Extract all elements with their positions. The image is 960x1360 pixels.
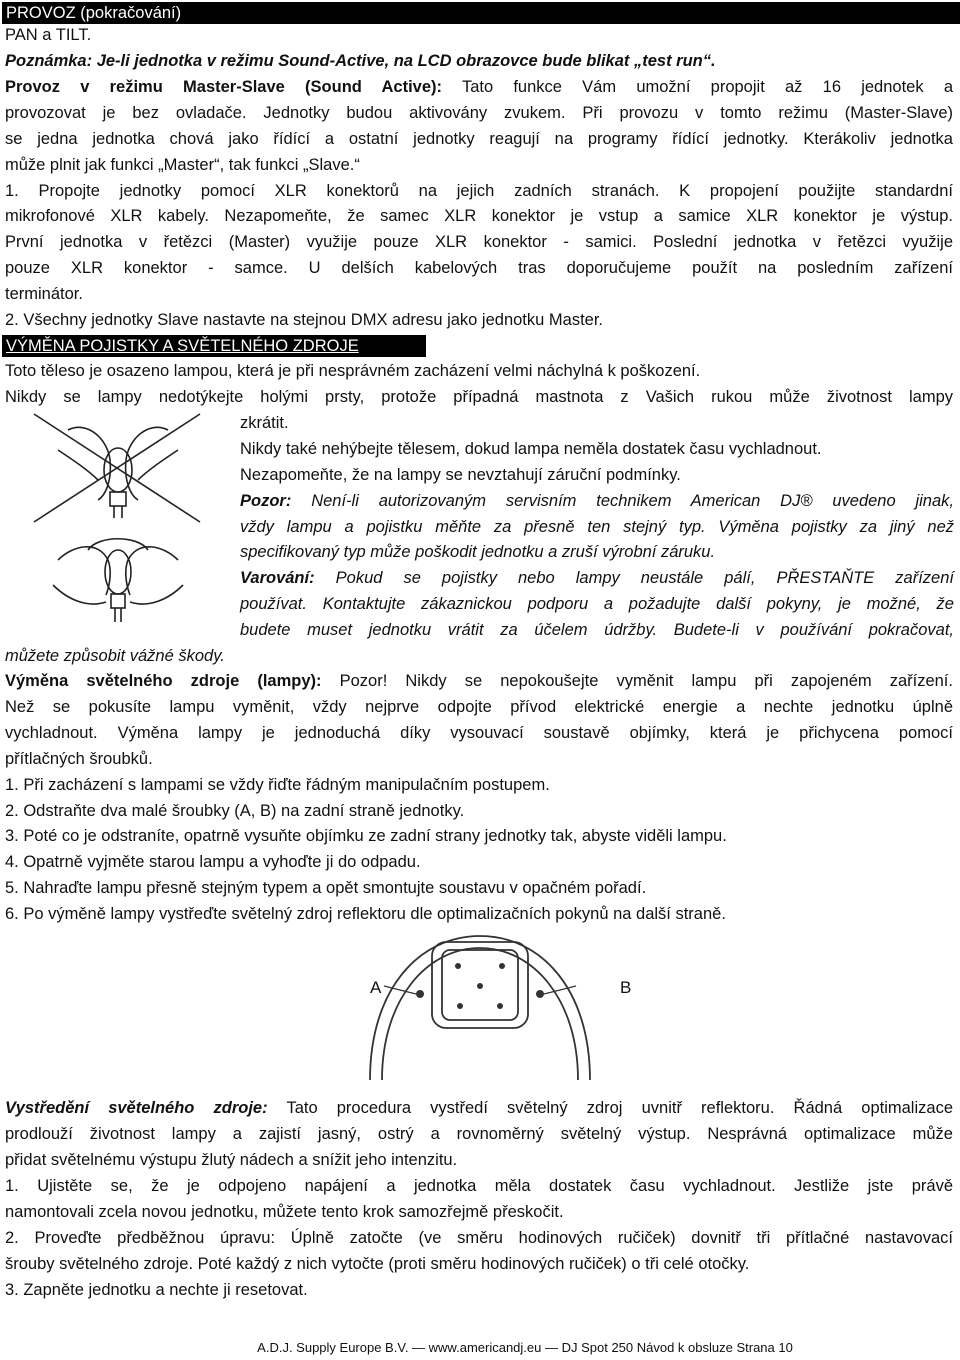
step1-line-1: 1. Propojte jednotky pomocí XLR konektorů na jejich zadních stranách. K propojení použijte standardní xyxy=(5,182,953,200)
pozor-line-2: vždy lampu a pojistku měňte za přesně ten stejný typ. Výměna pojistky za jiný než xyxy=(240,518,954,536)
step1-line-5: terminátor. xyxy=(5,285,83,303)
label-a: A xyxy=(370,978,382,997)
master-slave-intro: Provoz v režimu Master-Slave (Sound Active): Tato funkce Vám umožní propojit až 16 jednotek a xyxy=(5,78,954,96)
step1-line-4: pouze XLR konektor - samce. U delších kabelových tras doporučujeme použít na posledním zařízení xyxy=(5,259,953,277)
lamp-warning-2: Nikdy se lampy nedotýkejte holými prsty, protože případná mastnota z Vašich rukou může životnost lampy xyxy=(5,388,953,406)
center-line-2: prodlouží životnost lampy a zajistí jasný, ostrý a rovnoměrný světelný výstup. Nesprávná optimalizace může xyxy=(5,1125,953,1143)
housing-outline xyxy=(370,936,590,1080)
step1-line-2: mikrofonové XLR kabely. Nezapomeňte, že samec XLR konektor je vstup a samice XLR konektor je výstup. xyxy=(5,207,953,225)
lamp-handling-illustration xyxy=(28,410,208,640)
replace-line-2: Než se pokusíte lampu vyměnit, vždy nejprve odpojte přívod elektrické energie a nechte jednotku úplně xyxy=(5,698,953,716)
replace-step-1: 1. Při zacházení s lampami se vždy řiďte řádným manipulačním postupem. xyxy=(5,776,550,794)
replace-line-4: přítlačných šroubků. xyxy=(5,750,153,768)
step1-line-3: První jednotka v řetězci (Master) využije pouze XLR konektor - samici. Poslední jednotka v řetězci využije xyxy=(5,233,953,251)
varovani-line-1: Varování: Pokud se pojistky nebo lampy neustále pálí, PŘESTAŇTE zařízení xyxy=(240,569,954,587)
lamp-warning-5: Nezapomeňte, že na lampy se nevztahují záruční podmínky. xyxy=(240,466,681,484)
replace-step-4: 4. Opatrně vyjměte starou lampu a vyhoďte ji do odpadu. xyxy=(5,853,421,871)
replace-step-3: 3. Poté co je odstraníte, opatrně vysuňte objímku ze zadní strany jednotky tak, abyste viděli lampu. xyxy=(5,827,727,845)
replace-step-2: 2. Odstraňte dva malé šroubky (A, B) na zadní straně jednotky. xyxy=(5,802,465,820)
section-header-provoz: PROVOZ (pokračování) xyxy=(2,2,960,24)
center-intro: Vystředění světelného zdroje: Tato procedura vystředí světelný zdroj uvnitř reflektoru. Řádná optimalizace xyxy=(5,1099,953,1117)
page-footer: A.D.J. Supply Europe B.V. — www.americandj.eu — DJ Spot 250 Návod k obsluze Strana 10 xyxy=(257,1340,793,1355)
replace-intro: Výměna světelného zdroje (lampy): Pozor! Nikdy se nepokoušejte vyměnit lampu při zapojeném zařízení. xyxy=(5,672,953,690)
step2-text: 2. Všechny jednotky Slave nastavte na stejnou DMX adresu jako jednotku Master. xyxy=(5,311,604,329)
center-step-2a: 2. Proveďte předběžnou úpravu: Úplně zatočte (ve směru hodinových ručiček) dovnitř tři přítlačné nastavovací xyxy=(5,1229,953,1247)
pozor-line-3: specifikovaný typ může poškodit jednotku a zruší výrobní záruku. xyxy=(240,543,716,561)
replace-line-3: vychladnout. Výměna lampy je jednoduchá díky vysouvací soustavě objímky, která je přichycena pomocí xyxy=(5,724,953,742)
master-slave-line-5: může plnit jak funkci „Master“, tak funkci „Slave.“ xyxy=(5,156,360,174)
center-step-1a: 1. Ujistěte se, že je odpojeno napájení a jednotka měla dostatek času vychladnout. Jestliže jste právě xyxy=(5,1177,953,1195)
lamp-warning-4: Nikdy také nehýbejte tělesem, dokud lampa neměla dostatek času vychladnout. xyxy=(240,440,822,458)
pan-tilt-text: PAN a TILT. xyxy=(5,26,92,44)
center-step-1b: namontovali zcela novou jednotku, můžete tento krok samozřejmě přeskočit. xyxy=(5,1203,564,1221)
lamp-warning-3: zkrátit. xyxy=(240,414,289,432)
screw-a xyxy=(416,990,424,998)
center-step-2b: šrouby světelného zdroje. Poté každý z nich vytočte (proti směru hodinových ručiček) o tři celé otočky. xyxy=(5,1255,750,1273)
replace-step-5: 5. Nahraďte lampu přesně stejným typem a opět smontujte soustavu v opačném pořadí. xyxy=(5,879,647,897)
master-slave-line-4: se jedna jednotka chová jako řídící a ostatní jednotky reagují na programy řídící jednotky. Kterákoliv jednotka xyxy=(5,130,953,148)
note-sound-active: Poznámka: Je-li jednotka v režimu Sound-Active, na LCD obrazovce bude blikat „test run“. xyxy=(5,52,716,70)
varovani-line-3: budete muset jednotku vrátit za účelem údržby. Budete-li v používání pokračovat, xyxy=(240,621,954,639)
center-step-3: 3. Zapněte jednotku a nechte ji resetovat. xyxy=(5,1281,308,1299)
center-line-3: přidat světelnému výstupu žlutý nádech a snížit jeho intenzitu. xyxy=(5,1151,458,1169)
varovani-line-4: můžete způsobit vážné škody. xyxy=(5,647,225,665)
varovani-line-2: používat. Kontaktujte zákaznickou podporu a požadujte další pokyny, je možné, že xyxy=(240,595,954,613)
pozor-line-1: Pozor: Není-li autorizovaným servisním technikem American DJ® uvedeno jinak, xyxy=(240,492,954,510)
label-b: B xyxy=(620,978,632,997)
screw-b xyxy=(536,990,544,998)
section-header-vymena: VÝMĚNA POJISTKY A SVĚTELNÉHO ZDROJE xyxy=(2,335,426,357)
replace-step-6: 6. Po výměně lampy vystřeďte světelný zdroj reflektoru dle optimalizačních pokynů na další straně. xyxy=(5,905,726,923)
master-slave-line-3: provozovat je bez ovladače. Jednotky budou aktivovány zvukem. Při provozu v tomto režimu (Master-Slave) xyxy=(5,104,953,122)
lamp-warning-1: Toto těleso je osazeno lampou, která je při nesprávném zacházení velmi náchylná k poškození. xyxy=(5,362,701,380)
rear-panel-diagram xyxy=(360,928,600,1080)
